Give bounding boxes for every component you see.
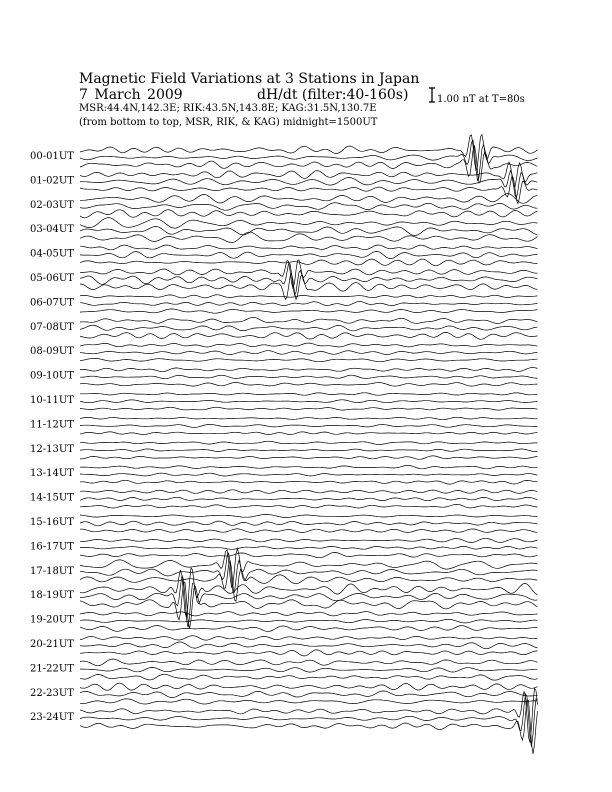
trace-rik-02-03ut <box>80 203 538 211</box>
trace-kag-15-16ut <box>80 514 538 517</box>
trace-kag-16-17ut <box>80 538 538 542</box>
trace-kag-09-10ut <box>80 368 538 372</box>
scale-bar-label: 1.00 nT at T=80s <box>437 94 525 105</box>
trace-msr-02-03ut <box>80 210 538 218</box>
trace-kag-13-14ut <box>80 465 538 468</box>
trace-kag-14-15ut <box>80 490 538 494</box>
hour-label: 20-21UT <box>30 639 74 650</box>
trace-msr-10-11ut <box>80 407 538 410</box>
trace-rik-08-09ut <box>80 351 538 355</box>
scale-bar <box>429 88 435 102</box>
trace-msr-03-04ut <box>80 232 538 242</box>
trace-msr-14-15ut <box>80 504 538 508</box>
trace-rik-05-06ut <box>80 264 538 296</box>
trace-rik-04-05ut <box>80 251 538 258</box>
trace-rik-06-07ut <box>80 302 538 306</box>
hour-label: 14-15UT <box>30 492 74 504</box>
trace-rik-10-11ut <box>80 400 538 403</box>
trace-kag-01-02ut <box>80 162 538 187</box>
hour-label: 21-22UT <box>30 663 74 675</box>
trace-rik-03-04ut <box>80 227 538 236</box>
trace-msr-16-17ut <box>80 552 538 557</box>
hour-label: 00-01UT <box>30 151 74 162</box>
trace-rik-21-22ut <box>80 667 538 672</box>
hour-label: 08-09UT <box>30 346 74 358</box>
trace-rik-11-12ut <box>80 424 538 427</box>
trace-msr-21-22ut <box>80 674 538 680</box>
hour-label: 18-19UT <box>30 590 74 602</box>
trace-rik-16-17ut <box>80 546 538 549</box>
trace-rik-23-24ut <box>80 694 538 747</box>
trace-msr-07-08ut <box>80 332 538 339</box>
hour-label: 01-02UT <box>30 175 74 187</box>
trace-msr-06-07ut <box>80 309 538 313</box>
trace-msr-23-24ut <box>80 700 538 754</box>
trace-rik-15-16ut <box>80 521 538 526</box>
chart-title: Magnetic Field Variations at 3 Stations in Japan <box>79 71 420 87</box>
trace-rik-19-20ut <box>80 619 538 623</box>
filter-label: dH/dt (filter:40-160s) <box>257 87 409 103</box>
trace-msr-22-23ut <box>80 699 538 704</box>
trace-kag-12-13ut <box>80 441 538 444</box>
trace-kag-21-22ut <box>80 659 538 666</box>
trace-kag-18-19ut <box>80 568 538 618</box>
trace-kag-06-07ut <box>80 295 538 298</box>
trace-kag-11-12ut <box>80 417 538 419</box>
trace-rik-00-01ut <box>80 140 538 180</box>
trace-kag-10-11ut <box>80 393 538 395</box>
trace-msr-12-13ut <box>80 456 538 460</box>
trace-msr-17-18ut <box>80 560 538 601</box>
hour-label: 06-07UT <box>30 297 74 309</box>
hour-label: 11-12UT <box>30 419 74 431</box>
trace-rik-12-13ut <box>80 449 538 452</box>
trace-msr-19-20ut <box>80 626 538 632</box>
station-order-note: (from bottom to top, MSR, RIK, & KAG) midnight=1500UT <box>79 117 378 128</box>
trace-kag-20-21ut <box>80 636 538 640</box>
trace-kag-04-05ut <box>80 245 538 250</box>
chart-date: 7 March 2009 <box>79 87 183 103</box>
trace-rik-20-21ut <box>80 642 538 649</box>
trace-msr-11-12ut <box>80 432 538 435</box>
hour-label: 07-08UT <box>30 321 74 333</box>
trace-rik-22-23ut <box>80 691 538 698</box>
hour-label: 05-06UT <box>30 273 74 284</box>
trace-rik-14-15ut <box>80 497 538 500</box>
hour-label: 02-03UT <box>30 199 74 211</box>
trace-rik-17-18ut <box>80 553 538 593</box>
trace-kag-02-03ut <box>80 194 538 204</box>
trace-msr-08-09ut <box>80 358 538 361</box>
trace-msr-13-14ut <box>80 480 538 484</box>
trace-kag-07-08ut <box>80 317 538 323</box>
hour-label: 13-14UT <box>30 468 74 480</box>
trace-msr-05-06ut <box>80 274 538 300</box>
trace-rik-09-10ut <box>80 375 538 379</box>
hour-label: 22-23UT <box>30 687 74 699</box>
hour-label: 17-18UT <box>30 565 74 577</box>
trace-rik-18-19ut <box>80 576 538 628</box>
hour-label: 04-05UT <box>30 248 74 260</box>
hour-label: 15-16UT <box>30 517 74 528</box>
trace-kag-19-20ut <box>80 612 538 616</box>
hour-label: 23-24UT <box>30 712 74 724</box>
hour-label: 09-10UT <box>30 370 74 382</box>
hour-label: 03-04UT <box>30 224 74 236</box>
trace-kag-03-04ut <box>80 218 538 229</box>
hour-label: 12-13UT <box>30 443 74 455</box>
hour-label: 16-17UT <box>30 541 74 553</box>
trace-kag-22-23ut <box>80 683 538 690</box>
trace-kag-08-09ut <box>80 343 538 347</box>
trace-msr-20-21ut <box>80 650 538 656</box>
hour-label: 19-20UT <box>30 614 74 626</box>
station-coordinates: MSR:44.4N,142.3E; RIK:43.5N,143.8E; KAG:31.5N,130.7E <box>79 103 377 114</box>
trace-msr-09-10ut <box>80 383 538 387</box>
hour-label: 10-11UT <box>30 395 74 406</box>
trace-msr-04-05ut <box>80 259 538 266</box>
trace-msr-15-16ut <box>80 529 538 533</box>
trace-rik-13-14ut <box>80 473 538 476</box>
trace-kag-00-01ut <box>80 135 538 172</box>
trace-rik-07-08ut <box>80 325 538 331</box>
